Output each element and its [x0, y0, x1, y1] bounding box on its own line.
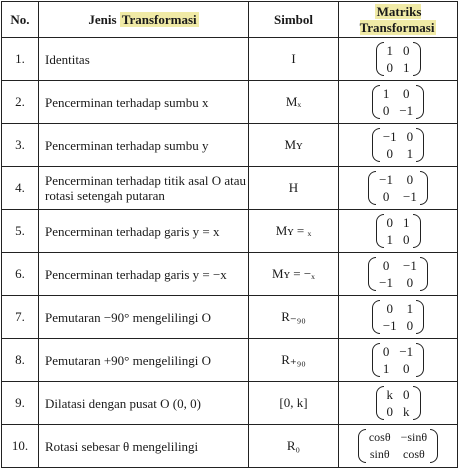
matrix-cell: 0	[406, 172, 414, 187]
matrix-cell: −1	[403, 189, 417, 204]
matrix-cell: 1	[406, 146, 414, 161]
header-jenis-prefix: Jenis	[88, 11, 120, 27]
row-matrix	[339, 296, 458, 339]
matrix-cell: sinθ	[369, 447, 390, 461]
row-simbol	[249, 38, 339, 81]
matrix-cell: 0	[406, 275, 414, 290]
table-row	[2, 210, 458, 253]
right-parenthesis	[413, 42, 421, 76]
row-simbol	[249, 296, 339, 339]
matrix-cell: 1	[382, 361, 390, 376]
jenis-text: Pencerminan terhadap sumbu x	[45, 94, 209, 110]
row-number: 6.	[2, 253, 39, 296]
matrix	[376, 42, 421, 76]
row-number: 1.	[2, 38, 39, 81]
matrix-cell: −1	[379, 172, 393, 187]
row-number: 5.	[2, 210, 39, 253]
matrix-grid	[380, 300, 416, 334]
header-matriks	[339, 2, 458, 38]
simbol-text: Mₓ	[285, 94, 302, 109]
right-parenthesis	[416, 85, 424, 119]
matrix	[372, 85, 424, 119]
left-parenthesis	[376, 386, 384, 420]
table-row	[2, 38, 458, 81]
left-parenthesis	[372, 128, 380, 162]
matrix-grid	[380, 128, 416, 162]
jenis-text: Rotasi sebesar θ mengelilingi	[45, 438, 199, 454]
matrix-cell: 0	[403, 43, 410, 58]
table-row	[2, 253, 458, 296]
matrix-cell: −1	[403, 258, 417, 273]
jenis-text: Pencerminan terhadap garis y = x	[45, 223, 220, 239]
simbol-text: R₋₉₀	[281, 309, 306, 324]
matrix-cell: −sinθ	[400, 430, 428, 444]
simbol-text: H	[288, 180, 299, 195]
matrix	[372, 343, 424, 377]
matrix-grid	[366, 429, 430, 463]
matrix-cell: 0	[386, 215, 393, 230]
header-jenis	[39, 2, 249, 38]
matrix-cell: 0	[403, 387, 410, 402]
matrix-cell: −1	[379, 275, 393, 290]
row-simbol	[249, 167, 339, 210]
row-matrix	[339, 124, 458, 167]
row-number: 9.	[2, 382, 39, 425]
row-jenis	[39, 167, 249, 210]
row-jenis	[39, 382, 249, 425]
matrix-cell: 0	[382, 103, 390, 118]
matrix-cell: 1	[382, 86, 390, 101]
row-number: 4.	[2, 167, 39, 210]
right-parenthesis	[416, 300, 424, 334]
row-matrix	[339, 210, 458, 253]
row-simbol	[249, 382, 339, 425]
table-row	[2, 382, 458, 425]
row-matrix	[339, 167, 458, 210]
jenis-text: Dilatasi dengan pusat O (0, 0)	[45, 395, 201, 411]
simbol-text: Mʏ = ₓ	[275, 223, 312, 238]
matrix-cell: k	[403, 404, 410, 419]
row-number: 3.	[2, 124, 39, 167]
simbol-text: Mʏ	[284, 137, 303, 152]
matrix-cell: −1	[399, 344, 414, 359]
simbol-text: [0, k]	[279, 395, 308, 410]
matrix-cell: 1	[403, 60, 410, 75]
simbol-text: I	[291, 51, 296, 66]
transformation-table	[1, 1, 458, 468]
right-parenthesis	[430, 429, 438, 463]
table-row	[2, 425, 458, 468]
header-matriks-label: Matriks Transformasi	[359, 3, 435, 35]
header-no: No.	[2, 2, 39, 38]
table-row	[2, 167, 458, 210]
left-parenthesis	[372, 85, 380, 119]
matrix-cell: 1	[386, 232, 393, 247]
right-parenthesis	[420, 171, 428, 205]
matrix	[358, 429, 438, 463]
matrix	[372, 128, 424, 162]
row-matrix	[339, 425, 458, 468]
matrix-cell: 0	[386, 60, 393, 75]
row-jenis	[39, 38, 249, 81]
row-jenis	[39, 81, 249, 124]
row-jenis	[39, 296, 249, 339]
right-parenthesis	[420, 257, 428, 291]
matrix-cell: 0	[406, 318, 414, 333]
table-row	[2, 124, 458, 167]
table-row	[2, 339, 458, 382]
left-parenthesis	[372, 343, 380, 377]
left-parenthesis	[358, 429, 366, 463]
matrix	[372, 300, 424, 334]
matrix-cell: 0	[386, 404, 393, 419]
jenis-text: Pencerminan terhadap titik asal O atau rotasi setengah putaran	[45, 173, 247, 203]
matrix	[376, 214, 421, 248]
row-number: 10.	[2, 425, 39, 468]
row-number: 7.	[2, 296, 39, 339]
matrix-cell: 1	[403, 215, 410, 230]
row-matrix	[339, 81, 458, 124]
matrix-grid	[384, 214, 413, 248]
matrix	[368, 171, 428, 205]
matrix-cell: 0	[382, 258, 390, 273]
row-jenis	[39, 425, 249, 468]
row-number: 8.	[2, 339, 39, 382]
matrix-cell: 1	[406, 301, 414, 316]
matrix-cell: cosθ	[368, 430, 391, 444]
simbol-text: R₀	[286, 438, 301, 453]
matrix-grid	[380, 343, 416, 377]
matrix-grid	[384, 42, 413, 76]
row-matrix	[339, 339, 458, 382]
matrix-cell: −1	[382, 129, 397, 144]
matrix-grid	[380, 85, 416, 119]
matrix-cell: 0	[406, 129, 414, 144]
matrix-grid	[384, 386, 413, 420]
matrix-cell: 0	[403, 361, 410, 376]
matrix-cell: k	[386, 387, 393, 402]
matrix-cell: 0	[403, 86, 410, 101]
row-matrix	[339, 38, 458, 81]
left-parenthesis	[368, 257, 376, 291]
row-jenis	[39, 339, 249, 382]
row-jenis	[39, 210, 249, 253]
matrix-cell: 0	[403, 232, 410, 247]
right-parenthesis	[413, 214, 421, 248]
jenis-text: Identitas	[45, 51, 90, 67]
matrix-cell: 1	[386, 43, 393, 58]
matrix	[376, 386, 421, 420]
jenis-text: Pencerminan terhadap garis y = −x	[45, 266, 227, 282]
row-jenis	[39, 124, 249, 167]
right-parenthesis	[416, 128, 424, 162]
matrix	[368, 257, 428, 291]
jenis-text: Pemutaran −90° mengelilingi O	[45, 309, 211, 325]
row-simbol	[249, 210, 339, 253]
header-simbol: Simbol	[249, 2, 339, 38]
matrix-grid	[376, 171, 420, 205]
simbol-text: Mʏ = −ₓ	[272, 266, 315, 281]
matrix-cell: cosθ	[403, 447, 425, 461]
row-matrix	[339, 253, 458, 296]
table-row	[2, 296, 458, 339]
matrix-cell: 0	[386, 146, 393, 161]
header-jenis-highlight: Transformasi	[121, 11, 197, 27]
row-simbol	[249, 124, 339, 167]
left-parenthesis	[372, 300, 380, 334]
matrix-cell: 0	[386, 301, 393, 316]
matrix-cell: −1	[399, 103, 414, 118]
left-parenthesis	[376, 214, 384, 248]
matrix-cell: 0	[382, 189, 390, 204]
row-matrix	[339, 382, 458, 425]
left-parenthesis	[368, 171, 376, 205]
jenis-text: Pencerminan terhadap sumbu y	[45, 137, 209, 153]
table-row	[2, 81, 458, 124]
jenis-text: Pemutaran +90° mengelilingi O	[45, 352, 211, 368]
table-header-row	[2, 2, 458, 38]
left-parenthesis	[376, 42, 384, 76]
right-parenthesis	[416, 343, 424, 377]
right-parenthesis	[413, 386, 421, 420]
row-simbol	[249, 425, 339, 468]
matrix-cell: 0	[382, 344, 390, 359]
simbol-text: R₊₉₀	[281, 352, 306, 367]
row-simbol	[249, 253, 339, 296]
matrix-cell: −1	[382, 318, 397, 333]
row-number: 2.	[2, 81, 39, 124]
row-jenis	[39, 253, 249, 296]
matrix-grid	[376, 257, 420, 291]
row-simbol	[249, 81, 339, 124]
row-simbol	[249, 339, 339, 382]
